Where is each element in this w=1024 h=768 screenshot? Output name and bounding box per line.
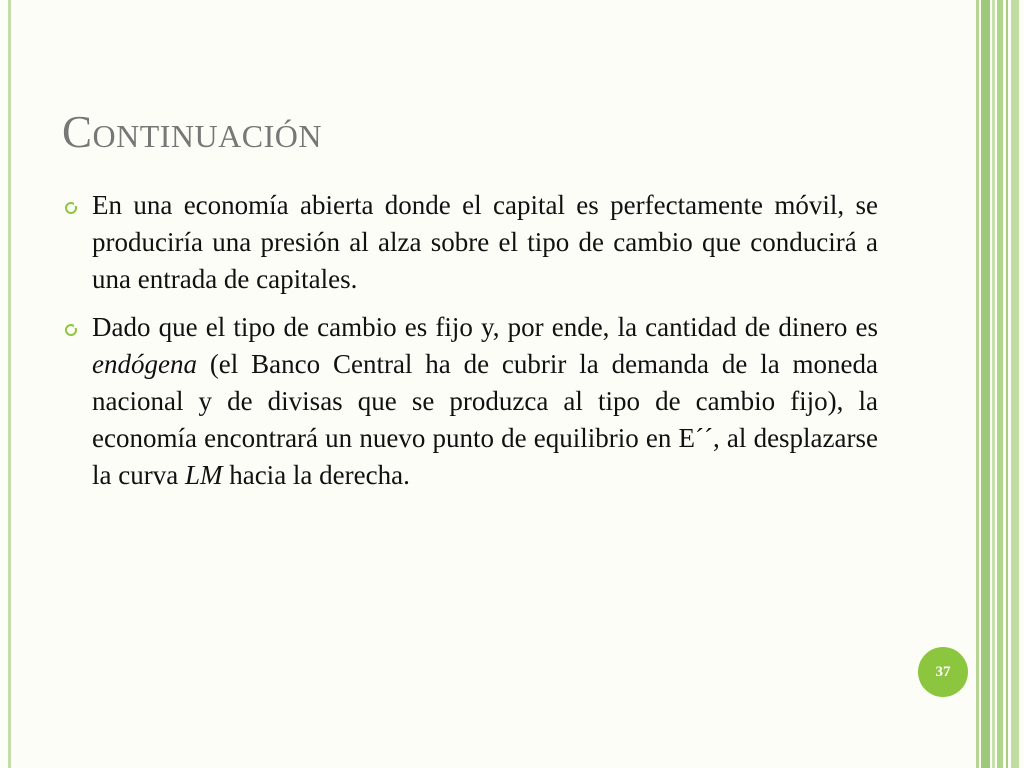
right-decorative-stripe — [1011, 0, 1019, 768]
slide-title: Continuación — [62, 107, 322, 157]
bullet-list — [62, 187, 878, 505]
italic-term-endogena: endógena — [92, 349, 197, 379]
right-decorative-stripe — [992, 0, 995, 768]
bullet-text: En una economía abierta donde el capital es perfectamente móvil, se produciría una presión al alza sobre el tipo de cambio que conducirá a una entrada de capitales. — [92, 190, 878, 294]
open-circle-bullet-icon — [65, 202, 77, 214]
bullet-item — [62, 309, 878, 494]
italic-term-lm: LM — [184, 460, 223, 490]
right-decorative-stripe — [1006, 0, 1008, 768]
right-decorative-stripe — [997, 0, 1003, 768]
right-decorative-stripe — [981, 0, 990, 768]
bullet-item — [62, 187, 878, 298]
bullet-text: Dado que el tipo de cambio es fijo y, por ende, la cantidad de dinero es — [92, 312, 878, 342]
bullet-text: (el Banco Central ha de cubrir la demanda de la moneda nacional y de divisas que se produzca al tipo de cambio fijo), la economía encontrará un nuevo punto de equilibrio en E´´, al desplazarse la curva — [92, 349, 878, 490]
bullet-text: hacia la derecha. — [222, 460, 410, 490]
open-circle-bullet-icon — [65, 324, 77, 336]
page-number: 37 — [935, 663, 951, 680]
left-border-line — [8, 0, 11, 768]
page-number-badge — [918, 647, 968, 697]
right-decorative-stripe — [976, 0, 979, 768]
